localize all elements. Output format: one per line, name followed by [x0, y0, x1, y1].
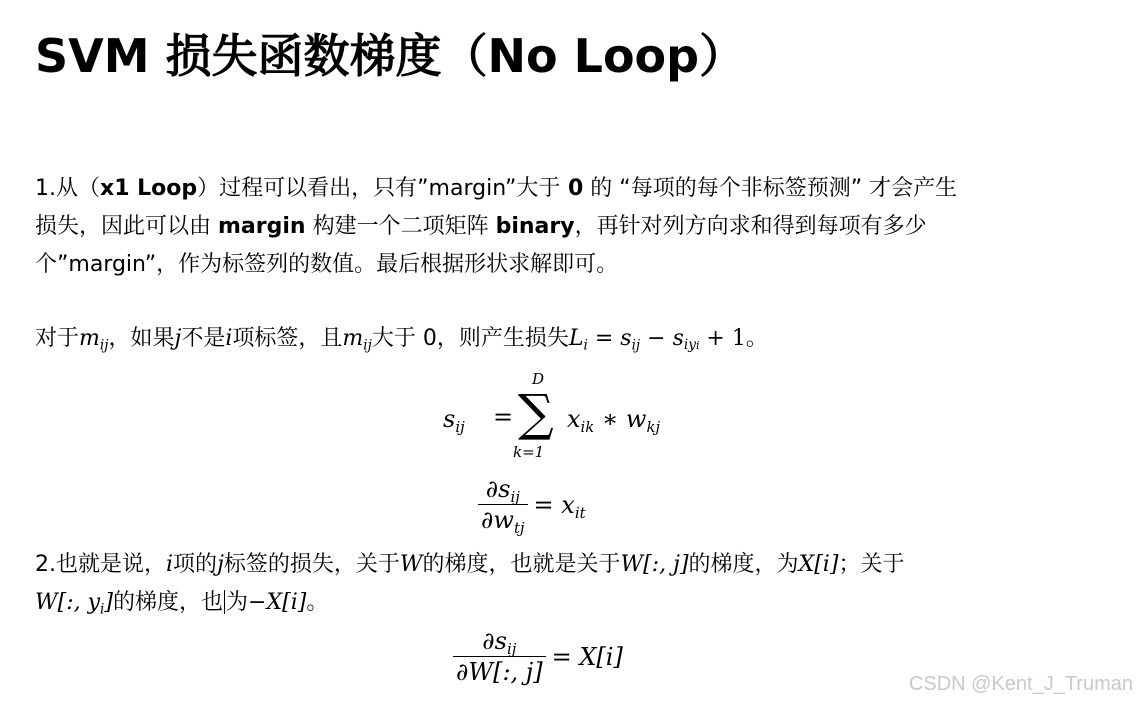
math-sub: ij — [506, 639, 517, 658]
bold-span: margin — [218, 214, 306, 239]
text-span: 标签的损失，关于 — [223, 552, 400, 577]
math-var: X[i] — [798, 552, 839, 577]
fraction-numerator — [483, 474, 523, 504]
paragraph-1-line-2 — [35, 208, 957, 246]
text-span: 项的 — [173, 552, 218, 577]
text-span: 1.从（ — [35, 176, 100, 201]
text-span: 对于 — [35, 326, 80, 351]
paragraph-2-line-1 — [35, 320, 768, 358]
sigma-symbol: ∑ — [518, 384, 554, 442]
math-op: = — [587, 326, 621, 351]
math-var: −X[i] — [248, 590, 307, 615]
bold-span: binary — [495, 214, 575, 239]
equation-partial-derivative — [478, 474, 586, 535]
math-var: j — [217, 552, 224, 577]
math-op: + 1 — [699, 326, 746, 351]
math-var: x — [561, 490, 575, 519]
eq2-rhs — [533, 490, 586, 522]
text-span: 项标签，且 — [232, 326, 343, 351]
text-span: ；关于 — [838, 552, 905, 577]
math-sub: kj — [646, 417, 661, 436]
math-var: ∂w — [481, 506, 514, 534]
math-sub: tj — [513, 518, 525, 537]
page-title: SVM 损失函数梯度（No Loop） — [35, 29, 746, 83]
paragraph-1-line-1 — [35, 170, 957, 208]
math-sub: ij — [99, 337, 109, 354]
text-span: 的 “每项的每个非标签预测” 才会产生 — [583, 176, 958, 201]
math-var: i — [166, 552, 174, 577]
math-sub: ik — [580, 417, 595, 436]
sigma-upper-limit: D — [532, 370, 545, 388]
math-sub: ij — [631, 337, 641, 354]
fraction-numerator — [479, 626, 519, 656]
watermark: CSDN @Kent_J_Truman — [908, 673, 1133, 695]
math-sub: i — [583, 337, 588, 354]
paragraph-3-line-2 — [35, 584, 904, 622]
text-span: ，再针对列方向求和得到每项有多少 — [574, 214, 927, 239]
eq1-lhs — [443, 405, 465, 436]
paragraph-3-line-1 — [35, 546, 904, 584]
math-var: w — [625, 405, 647, 433]
math-op: = — [533, 490, 562, 519]
math-var: m — [342, 326, 364, 351]
text-span: 。 — [745, 326, 768, 351]
math-sub — [684, 337, 700, 353]
paragraph-1-line-3: 个”margin”，作为标签列的数值。最后根据形状求解即可。 — [35, 252, 619, 277]
math-var: W[:, j] — [620, 552, 689, 577]
equation-gradient — [453, 626, 623, 687]
math-op: − — [640, 326, 673, 351]
math-var: s — [620, 326, 632, 351]
math-var: ∂s — [482, 627, 507, 655]
math-sub: i — [100, 601, 105, 618]
eq1-equals: = — [493, 403, 514, 431]
text-span: 构建一个二项矩阵 — [305, 214, 496, 239]
math-var: m — [79, 326, 100, 351]
paragraph-2 — [35, 320, 768, 358]
fraction-denominator: ∂W[:, j] — [456, 658, 543, 686]
equation-sum — [443, 370, 663, 465]
text-span: ，如果 — [108, 326, 175, 351]
math-var: ∂s — [485, 475, 511, 503]
fraction — [478, 474, 528, 535]
math-var: x — [567, 405, 581, 433]
fraction-denominator — [478, 505, 528, 535]
eq1-rhs — [567, 405, 661, 436]
text-cursor — [224, 590, 225, 614]
text-span: 为 — [226, 590, 249, 615]
text-span: 2.也就是说， — [35, 552, 166, 577]
sigma-lower-limit: k=1 — [513, 443, 545, 461]
math-var: s — [443, 405, 456, 433]
math-sub: it — [574, 503, 586, 522]
text-span: 的梯度，也就是关于 — [422, 552, 621, 577]
text-span: 不是 — [181, 326, 226, 351]
math-var: L — [568, 326, 584, 351]
math-var: i — [225, 326, 233, 351]
math-sub: ij — [363, 337, 372, 354]
text-span: 大于 0，则产生损失 — [371, 326, 569, 351]
fraction — [453, 626, 546, 687]
math-op: ∗ — [594, 405, 626, 433]
math-var: W[:, y — [35, 590, 101, 615]
text-span: 的梯度，为 — [688, 552, 799, 577]
math-var: j — [174, 326, 182, 351]
eq3-rhs: = X[i] — [551, 642, 623, 671]
paragraph-1 — [35, 170, 957, 284]
math-sub: ij — [455, 417, 465, 436]
text-span: 。 — [306, 590, 329, 615]
bold-span: 0 — [560, 176, 584, 201]
math-var: s — [672, 326, 684, 351]
paragraph-3 — [35, 546, 904, 622]
math-subsub: i — [695, 339, 700, 353]
text-span: 的梯度，也 — [112, 590, 223, 615]
text-span: 损失，因此可以由 — [35, 214, 218, 239]
math-sub: ij — [510, 487, 520, 506]
bold-span: x1 Loop — [100, 176, 198, 201]
math-var: W — [399, 552, 423, 577]
math-var: ] — [104, 590, 113, 615]
text-span: ）过程可以看出，只有”margin”大于 — [197, 176, 561, 201]
math-sub-text: iy — [683, 337, 696, 354]
